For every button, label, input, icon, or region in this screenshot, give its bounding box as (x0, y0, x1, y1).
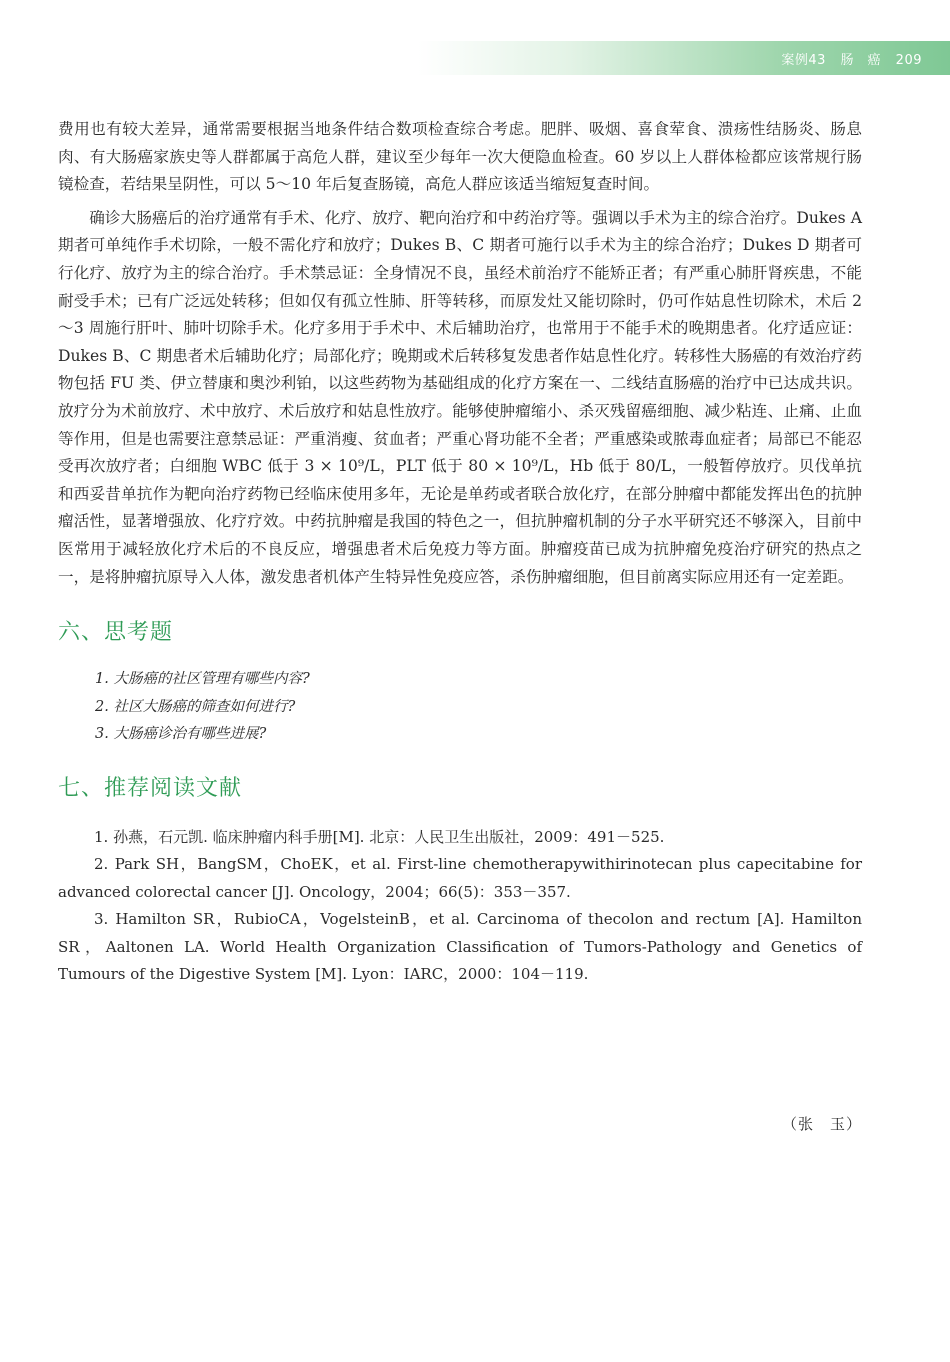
body-paragraph-1: 费用也有较大差异，通常需要根据当地条件结合数项检查综合考虑。肥胖、吸烟、喜食荤食、溃疡性结肠炎、肠息肉、有大肠癌家族史等人群都属于高危人群，建议至少每年一次大便隐血检查。60 岁以上人群体检都应该常规行肠镜检查，若结果呈阴性，可以 5～10 年后复查肠镜，高危人群应该适当缩短复查时间。 (58, 120, 862, 194)
question-item: 2. 社区大肠癌的筛查如何进行? (95, 698, 296, 715)
header-case-label: 案例43 (781, 53, 826, 68)
body-paragraph-2: 确诊大肠癌后的治疗通常有手术、化疗、放疗、靶向治疗和中药治疗等。强调以手术为主的综合治疗。Dukes A 期者可单纯作手术切除，一般不需化疗和放疗；Dukes B、C 期者可施行以手术为主的综合治疗；Dukes D 期者可行化疗、放疗为主的综合治疗。手术禁忌证：全身情况不良，虽经术前治疗不能矫正者；有严重心肺肝肾疾患，不能耐受手术；已有广泛远处转移；但如仅有孤立性肺、肝等转移，而原发灶又能切除时，仍可作姑息性切除术，术后 2～3 周施行肝叶、肺叶切除手术。化疗多用于手术中、术后辅助治疗，也常用于不能手术的晚期患者。化疗适应证：Dukes B、C 期患者术后辅助化疗；局部化疗；晚期或术后转移复发患者作姑息性化疗。转移性大肠癌的有效治疗药物包括 FU 类、伊立替康和奥沙利铂，以这些药物为基础组成的化疗方案在一、二线结直肠癌的治疗中已达成共识。放疗分为术前放疗、术中放疗、术后放疗和姑息性放疗。能够使肿瘤缩小、杀灭残留癌细胞、减少粘连、止痛、止血等作用，但是也需要注意禁忌证：严重消瘦、贫血者；严重心肾功能不全者；严重感染或脓毒血症者；局部已不能忍受再次放疗者；白细胞 WBC 低于 3 × 10⁹/L，PLT 低于 80 × 10⁹/L，Hb 低于 80/L，一般暂停放疗。贝伐单抗和西妥昔单抗作为靶向治疗药物已经临床使用多年，无论是单药或者联合放化疗，在部分肿瘤中都能发挥出色的抗肿瘤活性，显著增强放、化疗疗效。中药抗肿瘤是我国的特色之一，但抗肿瘤机制的分子水平研究还不够深入，目前中医常用于减轻放化疗术后的不良反应，增强患者术后免疫力等方面。肿瘤疫苗已成为抗肿瘤免疫治疗研究的热点之一，是将肿瘤抗原导入人体，激发患者机体产生特异性免疫应答，杀伤肿瘤细胞，但目前离实际应用还有一定差距。 (58, 208, 862, 586)
reference-list (58, 824, 862, 989)
reference-item: 1. 孙燕，石元凯. 临床肿瘤内科手册[M]. 北京：人民卫生出版社，2009：491－525. (94, 827, 665, 846)
section-heading-questions: 六、思考题 (58, 620, 174, 646)
question-item: 1. 大肠癌的社区管理有哪些内容? (95, 671, 310, 688)
running-header (771, 49, 922, 68)
section-heading-references: 七、推荐阅读文献 (58, 775, 243, 801)
header-topic: 肠 癌 (840, 53, 882, 68)
reference-item: 3. Hamilton SR，RubioCA，VogelsteinB，et al. Carcinoma of thecolon and rectum [A]. Hamilton SR，Aaltonen LA. World Health Organization Classification of Tumors-Pathology and Genetics of Tumours of the Digestive System [M]. Lyon：IARC，2000：104－119. (58, 910, 862, 984)
page-body (58, 116, 862, 989)
question-item: 3. 大肠癌诊治有哪些进展? (95, 726, 267, 743)
question-list (58, 666, 862, 749)
author-signature: （张 玉） (781, 1115, 862, 1133)
reference-item: 2. Park SH，BangSM，ChoEK，et al. First-line chemotherapywithirinotecan plus capecitabine for advanced colorectal cancer [J]. Oncology，2004；66(5)：353－357. (58, 855, 862, 901)
page-number: 209 (895, 53, 922, 68)
